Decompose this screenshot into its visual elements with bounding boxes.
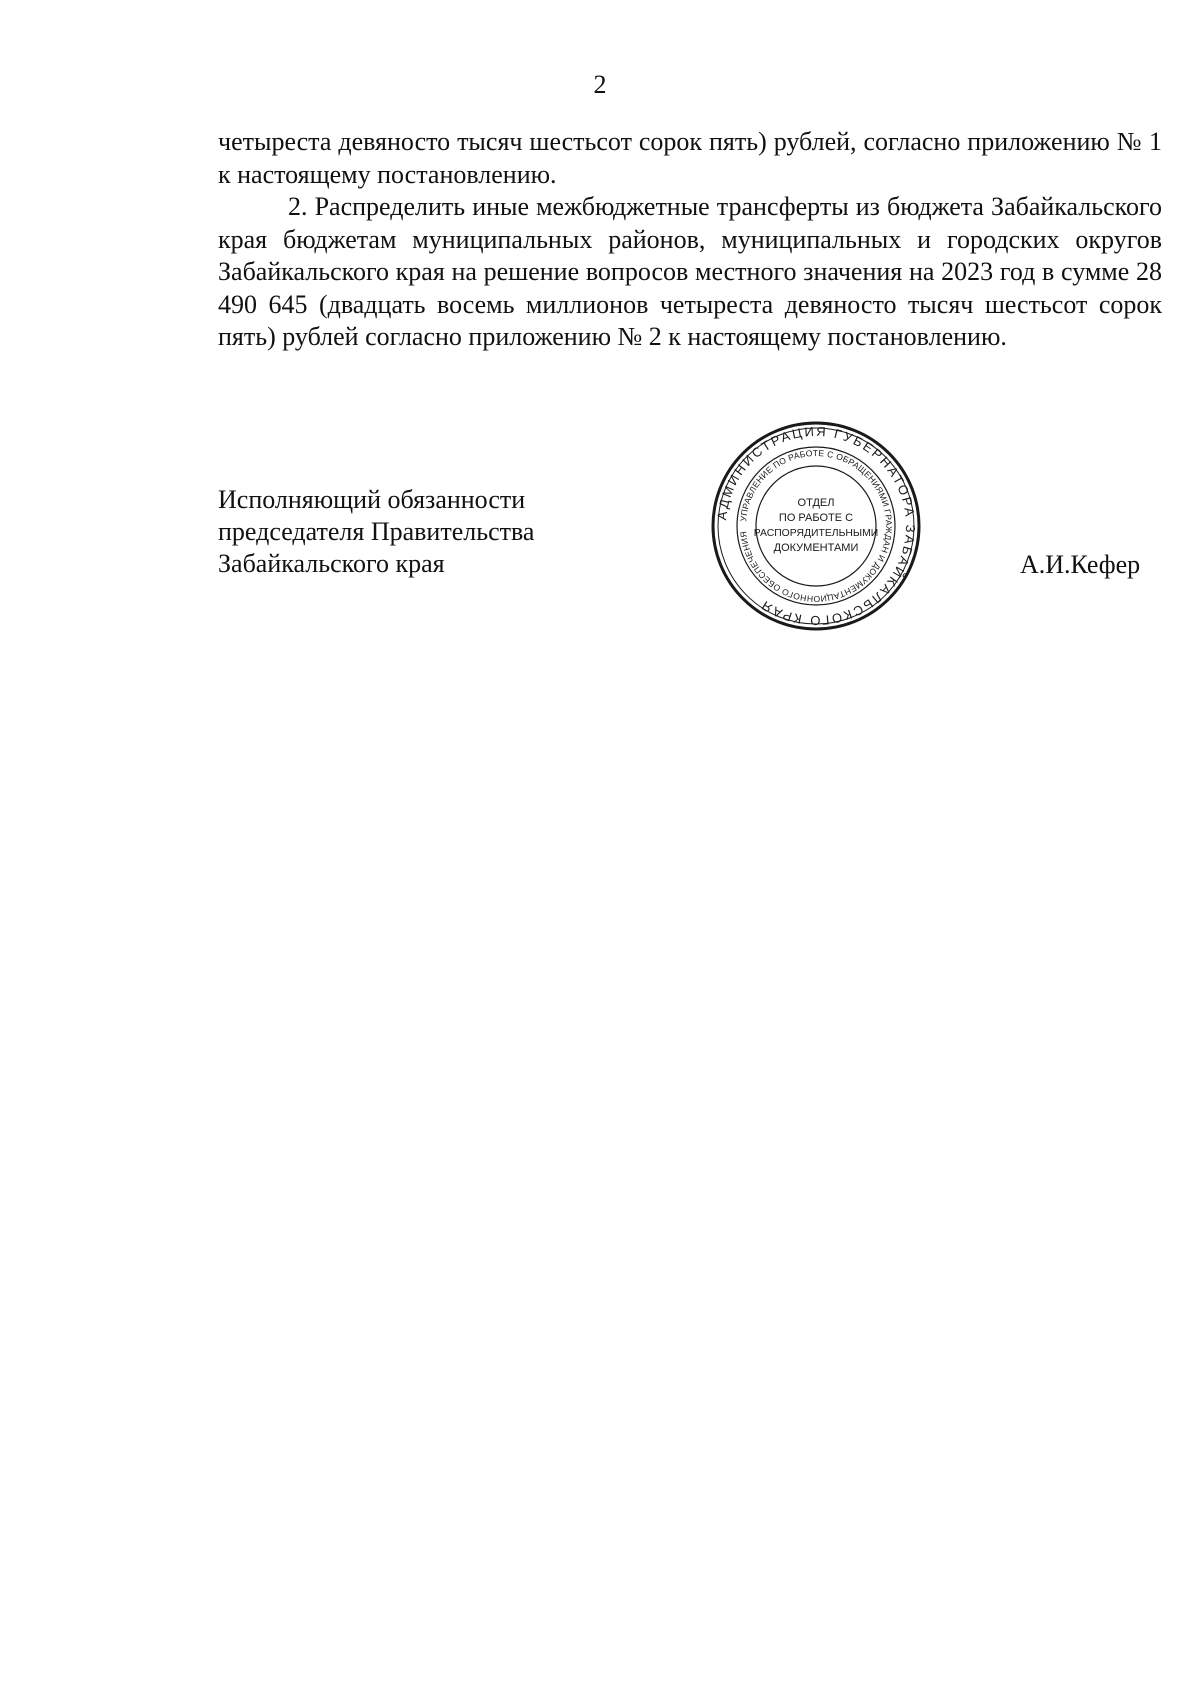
stamp-center-line-2: ПО РАБОТЕ С: [778, 512, 854, 524]
document-body: [218, 126, 1162, 354]
stamp-outer-ring-text: АДМИНИСТРАЦИЯ ГУБЕРНАТОРА ЗАБАЙКАЛЬСКОГО КРАЯ: [714, 423, 919, 629]
signer-name: А.И.Кефер: [1020, 550, 1141, 579]
stamp-center-line-1: ОТДЕЛ: [797, 497, 835, 509]
signature-position-line-2: председателя Правительства: [218, 517, 535, 546]
stamp-center-line-4: ДОКУМЕНТАМИ: [773, 542, 859, 554]
stamp-inner-ring-text: УПРАВЛЕНИЕ ПО РАБОТЕ С ОБРАЩЕНИЯМИ ГРАЖДАН И ДОКУМЕНТАЦИОННОГО ОБЕСПЕЧЕНИЯ: [738, 447, 895, 605]
paragraph-continuation: четыреста девяносто тысяч шестьсот сорок пять) рублей, согласно приложению № 1 к настоящему постановлению.: [218, 127, 1162, 189]
svg-text:УПРАВЛЕНИЕ ПО РАБОТЕ С ОБРАЩЕН: [738, 448, 894, 604]
stamp-inner-border: [753, 466, 879, 586]
stamp-center-line-3: РАСПОРЯДИТЕЛЬНЫМИ: [753, 528, 879, 539]
page-number: 2: [593, 70, 607, 99]
signature-position-line-1: Исполняющий обязанности: [218, 485, 526, 514]
signature-position: [218, 484, 534, 580]
signature-position-line-3: Забайкальского края: [218, 549, 445, 578]
official-stamp: [710, 420, 922, 632]
paragraph-item-2: 2. Распределить иные межбюджетные трансферты из бюджета Забайкальского края бюджетам муниципальных районов, муниципальных и городских округов Забайкальского края на решение вопросов местного значения на 2023 год в сумме 28 490 645 (двадцать восемь миллионов четыреста девяносто тысяч шестьсот сорок пять) рублей согласно приложению № 2 к настоящему постановлению.: [218, 192, 1162, 351]
stamp-middle-border: [737, 447, 895, 605]
stamp-seal-graphic: [710, 420, 922, 632]
